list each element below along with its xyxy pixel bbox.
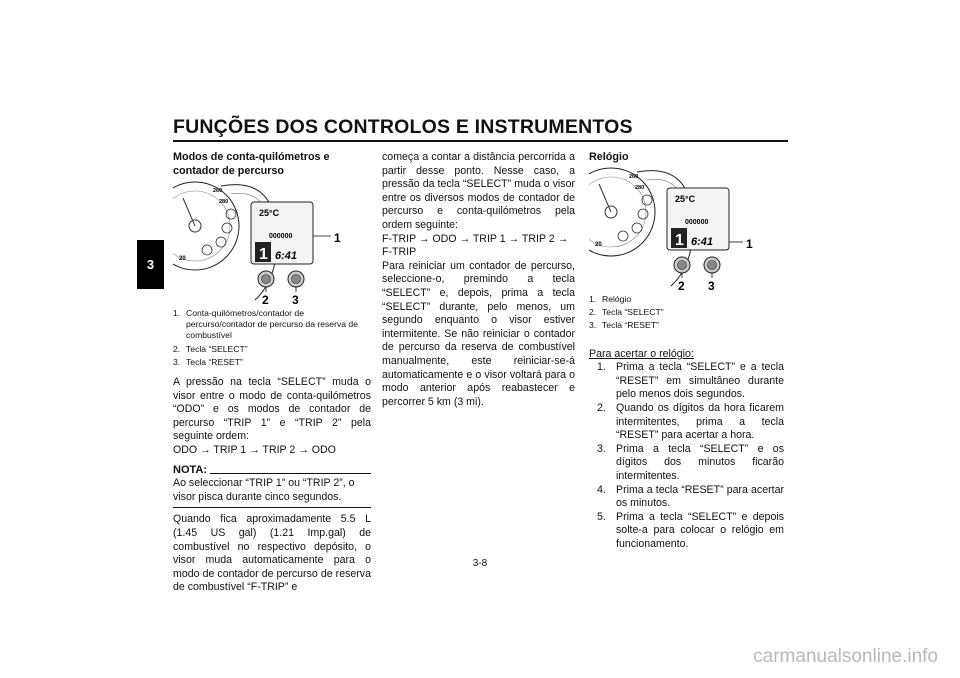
page-number: 3-8 [472,558,488,569]
lcd-odometer: 000000 [269,233,293,240]
left-column-body [173,308,371,595]
callout-2: 2 [678,279,685,292]
instrument-panel-illustration-odo [173,180,363,306]
list-item: 5. Prima a tecla “SELECT” e depois solte-a para colocar o relógio em funcionamento. [597,510,784,550]
callout-1: 1 [746,237,753,251]
note-text: Ao seleccionar “TRIP 1” ou “TRIP 2”, o visor pisca durante cinco segundos. [173,477,355,503]
lcd-temperature: 25°C [675,194,696,204]
page-title: FUNÇÕES DOS CONTROLOS E INSTRUMENTOS [173,116,633,138]
middle-column [382,151,575,409]
right-column-body [589,294,784,552]
paragraph: A pressão na tecla “SELECT” muda o visor entre o modo de conta-quilómetros “ODO” e os modos de contador de percurso “TRIP 1” e “TRIP 2” pela seguinte ordem: [173,376,371,443]
lcd-temperature: 25°C [259,208,280,218]
caption-item: 1. Relógio [589,294,632,304]
paragraph: Quando fica aproximadamente 5.5 L (1.45 US gal) (1.21 Imp.gal) de combustível no respectivo depósito, o visor muda automaticamente para o modo de contador de percurso de reserva de combustível “F-TRIP” e [173,513,371,594]
note-rule [173,507,371,508]
figure-caption-odo [173,308,371,368]
lcd-clock: 6:41 [275,250,298,262]
caption-item: 2. Tecla “SELECT” [173,343,248,354]
watermark: carmanualsonline.info [753,646,938,667]
speed-mark: 260 [213,188,223,194]
caption-item: 1. Conta-quilómetros/contador de percurso/contador de percurso da reserva de combustível [173,308,358,341]
instrument-panel-illustration-clock [589,166,779,292]
speed-mark: 280 [219,199,229,205]
left-column [173,151,371,178]
steps-heading: Para acertar o relógio: [589,347,694,360]
callout-2: 2 [262,293,269,306]
speed-mark: 20 [179,256,186,262]
figure-caption-clock [589,294,784,332]
callout-3: 3 [292,293,299,306]
steps-list [597,361,784,551]
speed-mark: 280 [635,185,645,191]
lcd-gear: 1 [675,232,684,249]
note-label: NOTA: [173,463,208,476]
section-heading-clock: Relógio [589,151,629,163]
mode-sequence: F-TRIP → ODO → TRIP 1 → TRIP 2 → F-TRIP [382,232,569,259]
caption-item: 2. Tecla “SELECT” [589,307,664,318]
paragraph: Para reiniciar um contador de percurso, seleccione-o, premindo a tecla “SELECT” e, depois, prima a tecla “SELECT” durante, pelo menos, um segundo enquanto o visor estiver intermitente. Se não reiniciar o contador de percurso da reserva de combustível manualmente, este reiniciar-se-á automaticamente e o visor voltará para o modo anterior após reabastecer e percorrer 5 km (3 mi). [382,259,575,408]
title-rule [173,140,788,142]
lcd-clock: 6:41 [691,236,714,248]
section-heading-odometer: Modos de conta-quilómetros e contador de percurso [173,151,330,177]
right-column [589,151,784,165]
note-header [173,464,371,478]
lcd-gear: 1 [259,246,268,263]
list-item: 3. Prima a tecla “SELECT” e os dígitos dos minutos ficarão intermitentes. [597,442,784,482]
callout-3: 3 [708,279,715,292]
callout-1: 1 [334,231,341,245]
lcd-odometer: 000000 [685,219,709,226]
chapter-tab: 3 [137,240,164,289]
list-item: 4. Prima a tecla “RESET” para acertar os minutos. [597,483,784,510]
speed-mark: 260 [629,174,639,180]
caption-item: 3. Tecla “RESET” [173,356,243,367]
list-item: 2. Quando os dígitos da hora ficarem intermitentes, prima a tecla “RESET” para acertar a hora. [597,401,784,442]
speed-mark: 20 [595,242,602,248]
mode-sequence: ODO → TRIP 1 → TRIP 2 → ODO [173,443,336,456]
caption-item: 3. Tecla “RESET” [589,320,659,331]
list-item: 1. Prima a tecla “SELECT” e a tecla “RESET” em simultâneo durante pelo menos dois segundos. [597,361,784,401]
paragraph: começa a contar a distância percorrida a partir desse ponto. Nesse caso, a pressão da tecla “SELECT” muda o visor entre os diversos modos de contador de percurso e conta-quilómetros pela ordem seguinte: [382,151,575,231]
